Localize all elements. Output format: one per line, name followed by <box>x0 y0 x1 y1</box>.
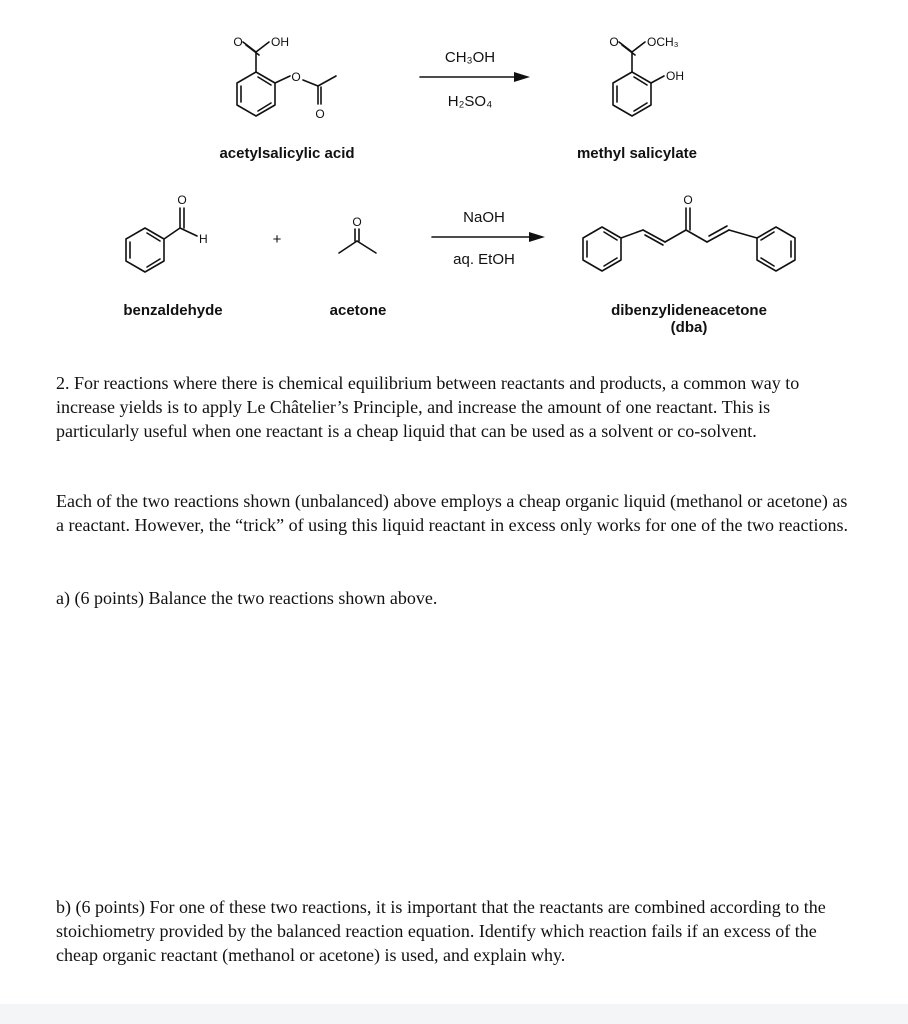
dba-structure <box>583 208 795 271</box>
benzaldehyde-structure <box>126 208 197 272</box>
reagent-aq-etoh: aq. EtOH <box>453 251 515 268</box>
atom-o: O <box>609 35 619 49</box>
question-part-b: b) (6 points) For one of these two reactions, it is important that the reactants are combined according to the stoichiometry provided by the balanced reaction equation. Identify which reaction fails if an excess of the cheap organic reactant (methanol or acetone) is used, and explain why. <box>56 897 826 965</box>
atom-oh: OH <box>271 35 289 49</box>
arrowhead-2 <box>529 232 545 242</box>
question-context: Each of the two reactions shown (unbalanced) above employs a cheap organic liquid (methanol or acetone) as a reactant. However, the “trick” of using this liquid reactant in excess only works for one of the two reactions. <box>56 491 849 535</box>
acetylsalicylic-acid-structure <box>237 42 336 116</box>
label-acetylsalicylic-acid: acetylsalicylic acid <box>219 145 355 162</box>
atom-och3: OCH₃ <box>647 35 679 49</box>
question-intro: 2. For reactions where there is chemical equilibrium between reactants and products, a common way to increase yields is to apply Le Châtelier’s Principle, and increase the amount of one reactant. This is particularly useful when one reactant is a cheap liquid that can be used as a solvent or co-solvent. <box>56 373 800 441</box>
label-methyl-salicylate: methyl salicylate <box>576 145 698 162</box>
reagent-naoh: NaOH <box>463 209 505 226</box>
label-dba <box>579 302 799 336</box>
reagent-methanol: CH₃OH <box>444 49 496 66</box>
atom-o: O <box>177 193 187 207</box>
page-bottom-edge <box>0 1004 908 1024</box>
methyl-salicylate-structure <box>613 42 664 116</box>
label-benzaldehyde: benzaldehyde <box>123 302 223 319</box>
atom-o: O <box>683 193 693 207</box>
acetone-structure <box>339 229 376 253</box>
label-acetone: acetone <box>329 302 387 319</box>
atom-o: O <box>315 107 325 121</box>
atom-o: O <box>352 215 362 229</box>
reagent-sulfuric-acid: H₂SO₄ <box>447 93 493 110</box>
atom-oh: OH <box>666 69 684 83</box>
arrowhead-1 <box>514 72 530 82</box>
label-dba-name: dibenzylideneacetone <box>611 302 767 319</box>
atom-h: H <box>199 232 208 246</box>
plus-sign: + <box>272 231 282 248</box>
atom-o: O <box>233 35 243 49</box>
question-part-a: a) (6 points) Balance the two reactions shown above. <box>56 588 438 608</box>
label-dba-abbrev: (dba) <box>670 319 708 336</box>
atom-o: O <box>291 70 301 84</box>
